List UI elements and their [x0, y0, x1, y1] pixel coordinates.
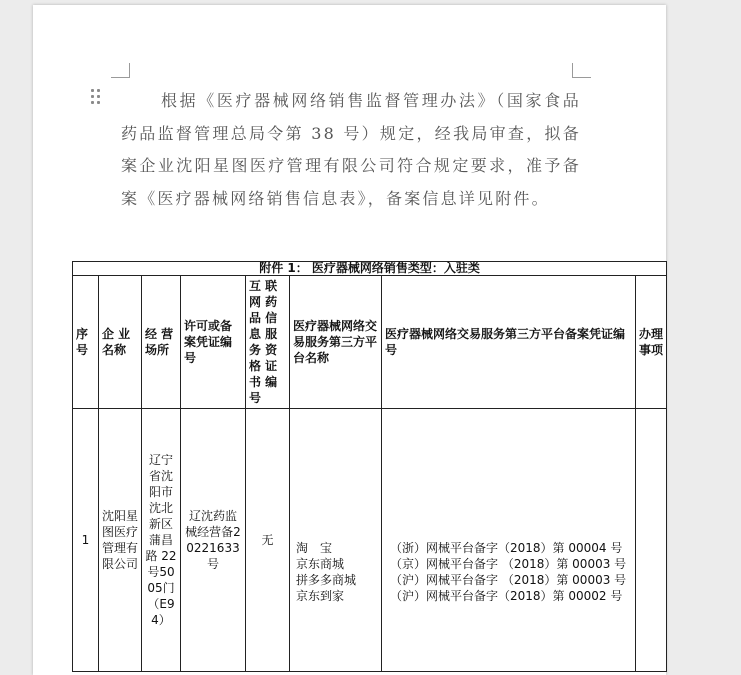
annex-caption: 附件 1： 医疗器械网络销售类型：入驻类: [73, 262, 667, 276]
cell-seq: 1: [73, 409, 99, 672]
platform-record: （沪）网械平台备字（2018）第 00002 号: [390, 589, 623, 603]
document-page: [33, 5, 666, 675]
annex-table: [72, 261, 667, 672]
header-address: 经 营场所: [142, 276, 181, 409]
header-internet-cert: 互 联网 药品 信息 服务 资格 证书 编号: [246, 276, 290, 409]
cell-internet-cert: 无: [246, 409, 290, 672]
paragraph-drag-handle-icon[interactable]: [91, 89, 101, 105]
header-license: 许可或备案凭证编号: [181, 276, 246, 409]
table-row: [73, 409, 667, 672]
platform-record: （浙）网械平台备字（2018）第 00004 号: [390, 541, 623, 555]
cell-handling: [636, 409, 667, 672]
platform-name: 京东商城: [296, 557, 345, 571]
header-seq: 序号: [73, 276, 99, 409]
table-header-row: [73, 276, 667, 409]
margin-corner-top-left: [111, 63, 130, 78]
cell-platforms: [290, 409, 382, 672]
margin-corner-top-right: [572, 63, 591, 78]
platform-name: 淘 宝: [296, 541, 333, 555]
platform-name: 拼多多商城: [296, 573, 357, 587]
platform-name: 京东到家: [296, 589, 345, 603]
platform-record: （沪）网械平台备字 （2018）第 00003 号: [390, 573, 627, 587]
cell-address: 辽宁省沈阳市沈北新区蒲昌路 22号5005门（E94）: [142, 409, 181, 672]
header-company: 企 业名称: [99, 276, 142, 409]
cell-platform-records: [382, 409, 636, 672]
platform-record: （京）网械平台备字 （2018）第 00003 号: [390, 557, 627, 571]
cell-license: 辽沈药监械经营备20221633号: [181, 409, 246, 672]
body-paragraph: 根据《医疗器械网络销售监督管理办法》（国家食品药品监督管理总局令第 38 号）规定，经我局审查，拟备案企业沈阳星图医疗管理有限公司符合规定要求，准予备案《医疗器械网络销售信息表》，备案信息详见附件。: [121, 91, 581, 208]
cell-company: 沈阳星图医疗管理有限公司: [99, 409, 142, 672]
header-platform: 医疗器械网络交易服务第三方平台名称: [290, 276, 382, 409]
header-handling: 办理事项: [636, 276, 667, 409]
header-platform-record: 医疗器械网络交易服务第三方平台备案凭证编号: [382, 276, 636, 409]
